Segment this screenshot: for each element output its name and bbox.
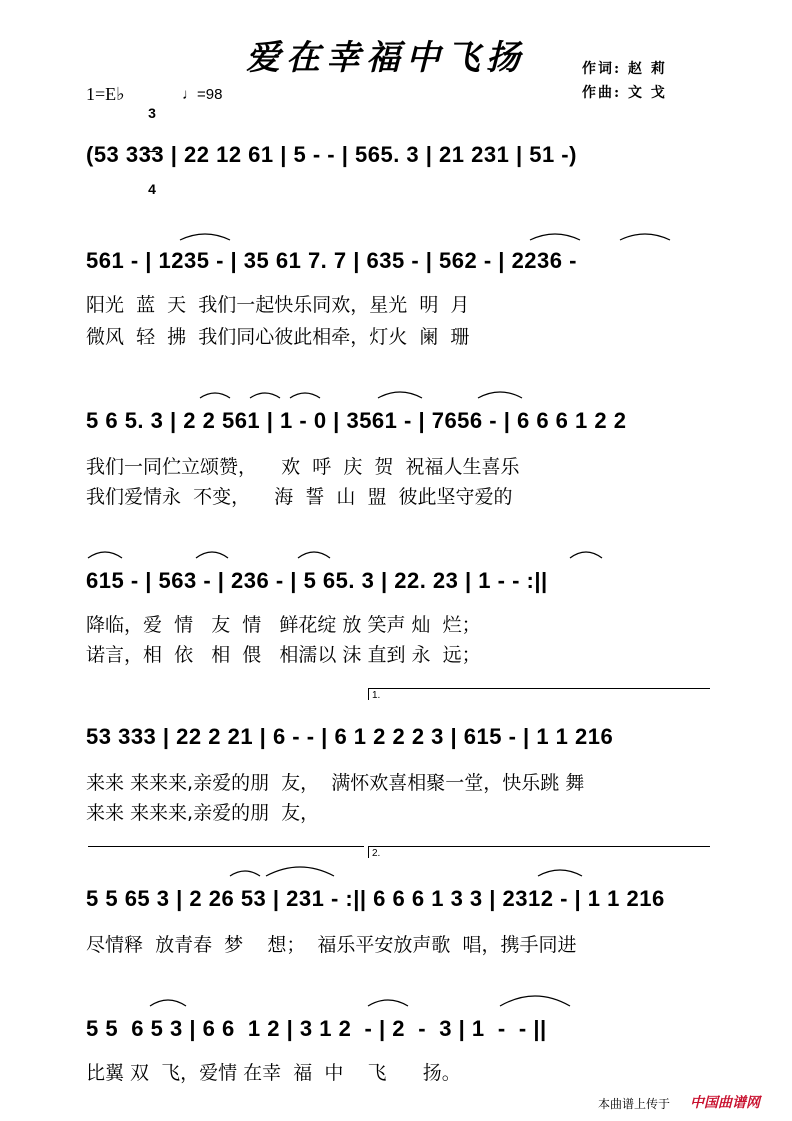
slur bbox=[150, 1000, 186, 1006]
system-5-lyric-2: 来来 来来来,亲爱的朋 友， bbox=[86, 802, 320, 824]
system-1-notes: (53 333 | 22 12 61 | 5 - - | 565. 3 | 21 231 | 51 -) bbox=[86, 142, 577, 167]
system-3-lyric-1: 我们一同伫立颂赞， 欢 呼 庆 贺 祝福人生喜乐 bbox=[86, 456, 520, 478]
slur bbox=[478, 392, 522, 398]
slur bbox=[368, 1000, 408, 1006]
slur bbox=[180, 234, 230, 240]
system-5-lyric-1: 来来 来来来,亲爱的朋 友， 满怀欢喜相聚一堂，快乐跳 舞 bbox=[86, 772, 585, 794]
page-title: 爱在幸福中飞扬 bbox=[246, 38, 526, 78]
slur bbox=[196, 552, 228, 558]
system-4-lyric-1: 降临，爱 情 友 情 鲜花绽 放 笑声 灿 烂； bbox=[86, 614, 481, 636]
system-4-notes: 615 - | 563 - | 236 - | 5 65. 3 | 22. 23 | 1 - - :|| bbox=[86, 568, 548, 593]
system-2-lyric-2: 微风 轻 拂 我们同心彼此相牵，灯火 阑 珊 bbox=[86, 326, 470, 348]
slur bbox=[298, 552, 330, 558]
system-2-notes: 561 - | 1235 - | 35 61 7. 7 | 635 - | 562 - | 2236 - bbox=[86, 248, 577, 273]
slur bbox=[500, 996, 570, 1006]
slur bbox=[570, 552, 602, 558]
system-5-notes: 53 333 | 22 2 21 | 6 - - | 6 1 2 2 2 3 | 615 - | 1 1 216 bbox=[86, 724, 614, 749]
meter-top: 3 bbox=[148, 105, 156, 121]
slur bbox=[200, 393, 230, 398]
system-2-lyric-1: 阳光 蓝 天 我们一起快乐同欢，星光 明 月 bbox=[86, 294, 470, 316]
slur bbox=[290, 393, 320, 398]
system-6-lyric-1: 尽情释 放青春 梦 想； 福乐平安放声歌 唱，携手同进 bbox=[86, 934, 577, 956]
slur bbox=[538, 870, 582, 876]
system-3-lyric-2: 我们爱情永 不变， 海 誓 山 盟 彼此坚守爱的 bbox=[86, 486, 513, 508]
system-4-lyric-2: 诺言，相 依 相 偎 相濡以 沫 直到 永 远； bbox=[86, 644, 481, 666]
meter-bottom: 4 bbox=[148, 181, 156, 197]
system-7-lyric-1: 比翼 双 飞，爱情 在幸 福 中 飞 扬。 bbox=[86, 1062, 461, 1084]
system-3-notes: 5 6 5. 3 | 2 2 561 | 1 - 0 | 3561 - | 7656 - | 6 6 6 1 2 2 bbox=[86, 408, 627, 433]
upload-note: 本曲谱上传于 bbox=[598, 1097, 671, 1111]
slur bbox=[250, 393, 280, 398]
system-7-notes: 5 5 6 5 3 | 6 6 1 2 | 3 1 2 - | 2 - 3 | 1 - - || bbox=[86, 1016, 547, 1041]
key-signature: 1=E♭ bbox=[86, 84, 125, 104]
slur bbox=[378, 392, 422, 398]
system-6-notes: 5 5 65 3 | 2 26 53 | 231 - :|| 6 6 6 1 3 3 | 2312 - | 1 1 216 bbox=[86, 886, 665, 911]
lyricist-credit: 作词: 赵 莉 bbox=[582, 61, 667, 77]
site-logo: 中国曲谱网 bbox=[690, 1095, 760, 1111]
slur bbox=[530, 234, 580, 240]
slur bbox=[230, 871, 260, 876]
slur bbox=[266, 867, 334, 876]
composer-credit: 作曲: 文 戈 bbox=[582, 85, 667, 101]
second-ending-number: 2. bbox=[372, 848, 381, 859]
tempo-marking: ♩=98 bbox=[182, 86, 223, 103]
first-ending-number: 1. bbox=[372, 690, 381, 701]
slur bbox=[88, 552, 122, 558]
slur bbox=[620, 234, 670, 240]
